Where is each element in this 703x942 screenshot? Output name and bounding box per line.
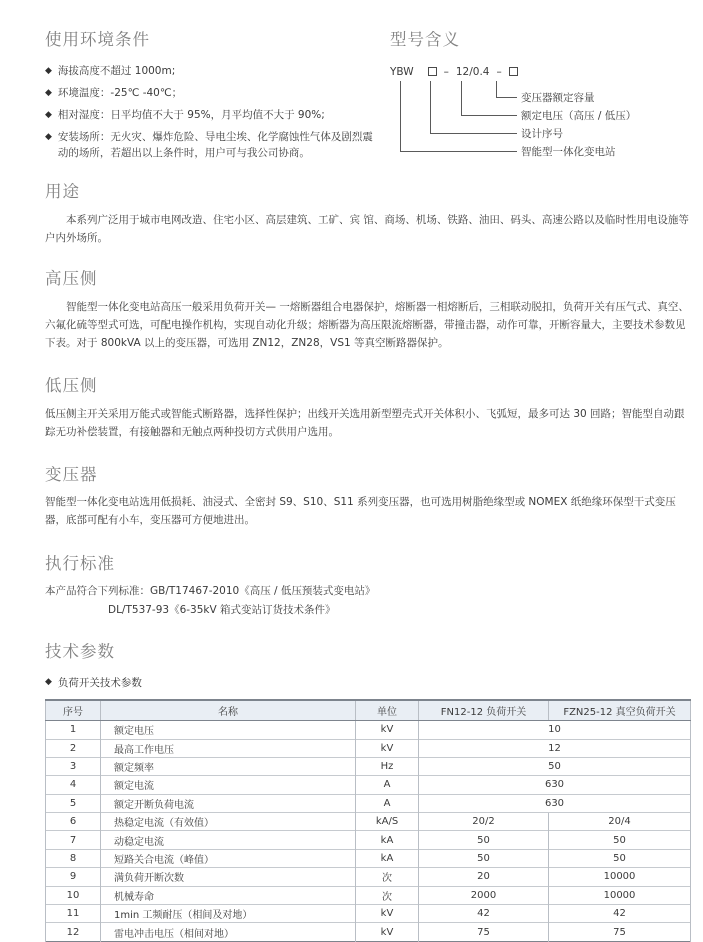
cell-unit: kV (356, 905, 419, 923)
high-voltage-text: 智能型一体化变电站高压一般采用负荷开关— 一熔断器组合电器保护，熔断器一相熔断后，三相联动脱扣，负荷开关有压气式、真空、六氟化硫等型式可选，可配电操作机构，实现自动化升级；熔断器为高压限流熔断器，带撞击器，动作可靠，开断容量大，主要技术参数见下表。对于 800kVA 以上的变压器，可选用 ZN12，ZN28，VS1 等真空断路器保护。 (45, 300, 689, 349)
cell-merged-value: 630 (419, 776, 691, 794)
model-meaning-title: 型号含义 (390, 30, 460, 49)
table-row (46, 813, 691, 831)
cell-unit: kA/S (356, 813, 419, 831)
table-row (46, 886, 691, 904)
connector-line (400, 81, 517, 152)
dash: – (496, 65, 502, 78)
cell-unit: Hz (356, 757, 419, 775)
tech-params-title: 技术参数 (45, 641, 115, 661)
section-high-voltage (45, 269, 689, 352)
environment-item (45, 108, 375, 123)
table-row (46, 831, 691, 849)
diamond-bullet-icon: ◆ (45, 132, 52, 143)
model-code-line (390, 66, 518, 78)
cell-fzn25-value: 50 (549, 849, 691, 867)
cell-merged-value: 12 (419, 739, 691, 757)
cell-name: 额定频率 (101, 757, 356, 775)
transformer-title: 变压器 (45, 464, 98, 484)
cell-no: 12 (46, 923, 101, 941)
table-header-row (46, 700, 691, 721)
section-tech-params (45, 642, 689, 942)
cell-no: 5 (46, 794, 101, 812)
top-row (45, 30, 689, 168)
section-standards (45, 554, 689, 618)
section-model-meaning (375, 30, 689, 168)
diamond-bullet-icon: ◆ (45, 88, 52, 99)
table-row (46, 905, 691, 923)
section-transformer (45, 465, 689, 530)
col-header-fn12: FN12-12 负荷开关 (419, 700, 549, 721)
standards-line-2: DL/T537-93《6-35kV 箱式变站订货技术条件》 (108, 603, 336, 616)
cell-no: 11 (46, 905, 101, 923)
cell-unit: 次 (356, 868, 419, 886)
cell-no: 8 (46, 849, 101, 867)
diamond-bullet-icon: ◆ (45, 110, 52, 121)
table-row (46, 868, 691, 886)
model-prefix: YBW (390, 65, 414, 78)
table-row (46, 721, 691, 739)
section-low-voltage (45, 376, 689, 441)
cell-fn12-value: 50 (419, 831, 549, 849)
cell-fn12-value: 20 (419, 868, 549, 886)
usage-text: 本系列广泛用于城市电网改造、住宅小区、高层建筑、工矿、宾 馆、商场、机场、铁路、油田、码头、高速公路以及临时性用电设施等户内外场所。 (45, 213, 689, 244)
cell-fn12-value: 42 (419, 905, 549, 923)
cell-no: 3 (46, 757, 101, 775)
cell-name: 机械寿命 (101, 886, 356, 904)
cell-name: 最高工作电压 (101, 739, 356, 757)
model-code-diagram (390, 66, 689, 166)
cell-unit: kA (356, 849, 419, 867)
table-row (46, 757, 691, 775)
cell-merged-value: 630 (419, 794, 691, 812)
cell-fzn25-value: 20/4 (549, 813, 691, 831)
cell-unit: A (356, 794, 419, 812)
cell-unit: kV (356, 739, 419, 757)
table-caption (45, 675, 689, 690)
cell-name: 短路关合电流（峰值） (101, 849, 356, 867)
cell-fzn25-value: 75 (549, 923, 691, 941)
table-row (46, 776, 691, 794)
cell-merged-value: 10 (419, 721, 691, 739)
environment-title: 使用环境条件 (45, 30, 150, 49)
cell-name: 热稳定电流（有效值） (101, 813, 356, 831)
cell-fn12-value: 75 (419, 923, 549, 941)
model-placeholder-box (428, 67, 437, 76)
table-row (46, 849, 691, 867)
cell-no: 4 (46, 776, 101, 794)
section-usage (45, 182, 689, 247)
environment-item (45, 86, 375, 101)
load-switch-params-table (45, 699, 691, 942)
diamond-bullet-icon: ◆ (45, 65, 52, 76)
col-header-name: 名称 (101, 700, 356, 721)
standards-line-1: 本产品符合下列标准：GB/T17467-2010《高压 / 低压预装式变电站》 (45, 585, 376, 598)
environment-item-text: 环境温度：-25℃ -40℃； (57, 87, 183, 100)
dash: – (443, 65, 449, 78)
transformer-text: 智能型一体化变电站选用低损耗、油浸式、全密封 S9、S10、S11 系列变压器，也可选用树脂绝缘型或 NOMEX 纸绝缘环保型干式变压器，底部可配有小车，变压器可方便地进出。 (45, 496, 676, 527)
cell-name: 动稳定电流 (101, 831, 356, 849)
cell-fzn25-value: 10000 (549, 886, 691, 904)
section-environment (45, 30, 375, 168)
cell-no: 1 (46, 721, 101, 739)
cell-name: 雷电冲击电压（相间对地） (101, 923, 356, 941)
environment-item (45, 130, 375, 160)
model-label: 设计序号 (521, 127, 563, 140)
low-voltage-title: 低压侧 (45, 375, 98, 395)
cell-fn12-value: 2000 (419, 886, 549, 904)
cell-unit: 次 (356, 886, 419, 904)
standards-title: 执行标准 (45, 553, 115, 573)
cell-name: 额定开断负荷电流 (101, 794, 356, 812)
col-header-unit: 单位 (356, 700, 419, 721)
col-header-no: 序号 (46, 700, 101, 721)
table-row (46, 739, 691, 757)
cell-name: 额定电压 (101, 721, 356, 739)
cell-fzn25-value: 42 (549, 905, 691, 923)
high-voltage-title: 高压侧 (45, 268, 98, 288)
table-row (46, 923, 691, 941)
low-voltage-text: 低压侧主开关采用万能式或智能式断路器，选择性保护；出线开关选用新型塑壳式开关体积小、飞弧短，最多可达 30 回路；智能型自动跟踪无功补偿装置，有接触器和无触点两种投切方式供用户选用。 (45, 407, 685, 438)
cell-unit: kV (356, 721, 419, 739)
model-label: 智能型一体化变电站 (521, 145, 616, 158)
model-label: 变压器额定容量 (521, 91, 595, 104)
environment-item-text: 相对湿度：日平均值不大于 95%，月平均值不大于 90%; (57, 109, 325, 122)
environment-item-text: 海拔高度不超过 1000m; (57, 64, 176, 77)
cell-name: 额定电流 (101, 776, 356, 794)
cell-no: 10 (46, 886, 101, 904)
cell-fn12-value: 50 (419, 849, 549, 867)
cell-fzn25-value: 50 (549, 831, 691, 849)
cell-no: 7 (46, 831, 101, 849)
cell-unit: kV (356, 923, 419, 941)
model-placeholder-box (509, 67, 518, 76)
cell-name: 1min 工频耐压（相间及对地） (101, 905, 356, 923)
environment-list (45, 64, 375, 161)
cell-fzn25-value: 10000 (549, 868, 691, 886)
model-voltage: 12/0.4 (455, 65, 490, 78)
cell-unit: kA (356, 831, 419, 849)
environment-item-text: 安装场所：无火灾、爆炸危险、导电尘埃、化学腐蚀性气体及剧烈震动的场所，若超出以上条件时，用户可与我公司协商。 (57, 131, 373, 159)
cell-unit: A (356, 776, 419, 794)
table-row (46, 794, 691, 812)
cell-name: 满负荷开断次数 (101, 868, 356, 886)
cell-no: 6 (46, 813, 101, 831)
cell-no: 2 (46, 739, 101, 757)
usage-title: 用途 (45, 181, 80, 201)
model-label: 额定电压（高压 / 低压） (521, 109, 637, 122)
table-caption-text: 负荷开关技术参数 (57, 676, 142, 689)
col-header-fzn25: FZN25-12 真空负荷开关 (549, 700, 691, 721)
environment-item (45, 64, 375, 79)
cell-merged-value: 50 (419, 757, 691, 775)
diamond-bullet-icon: ◆ (45, 676, 52, 687)
cell-no: 9 (46, 868, 101, 886)
cell-fn12-value: 20/2 (419, 813, 549, 831)
